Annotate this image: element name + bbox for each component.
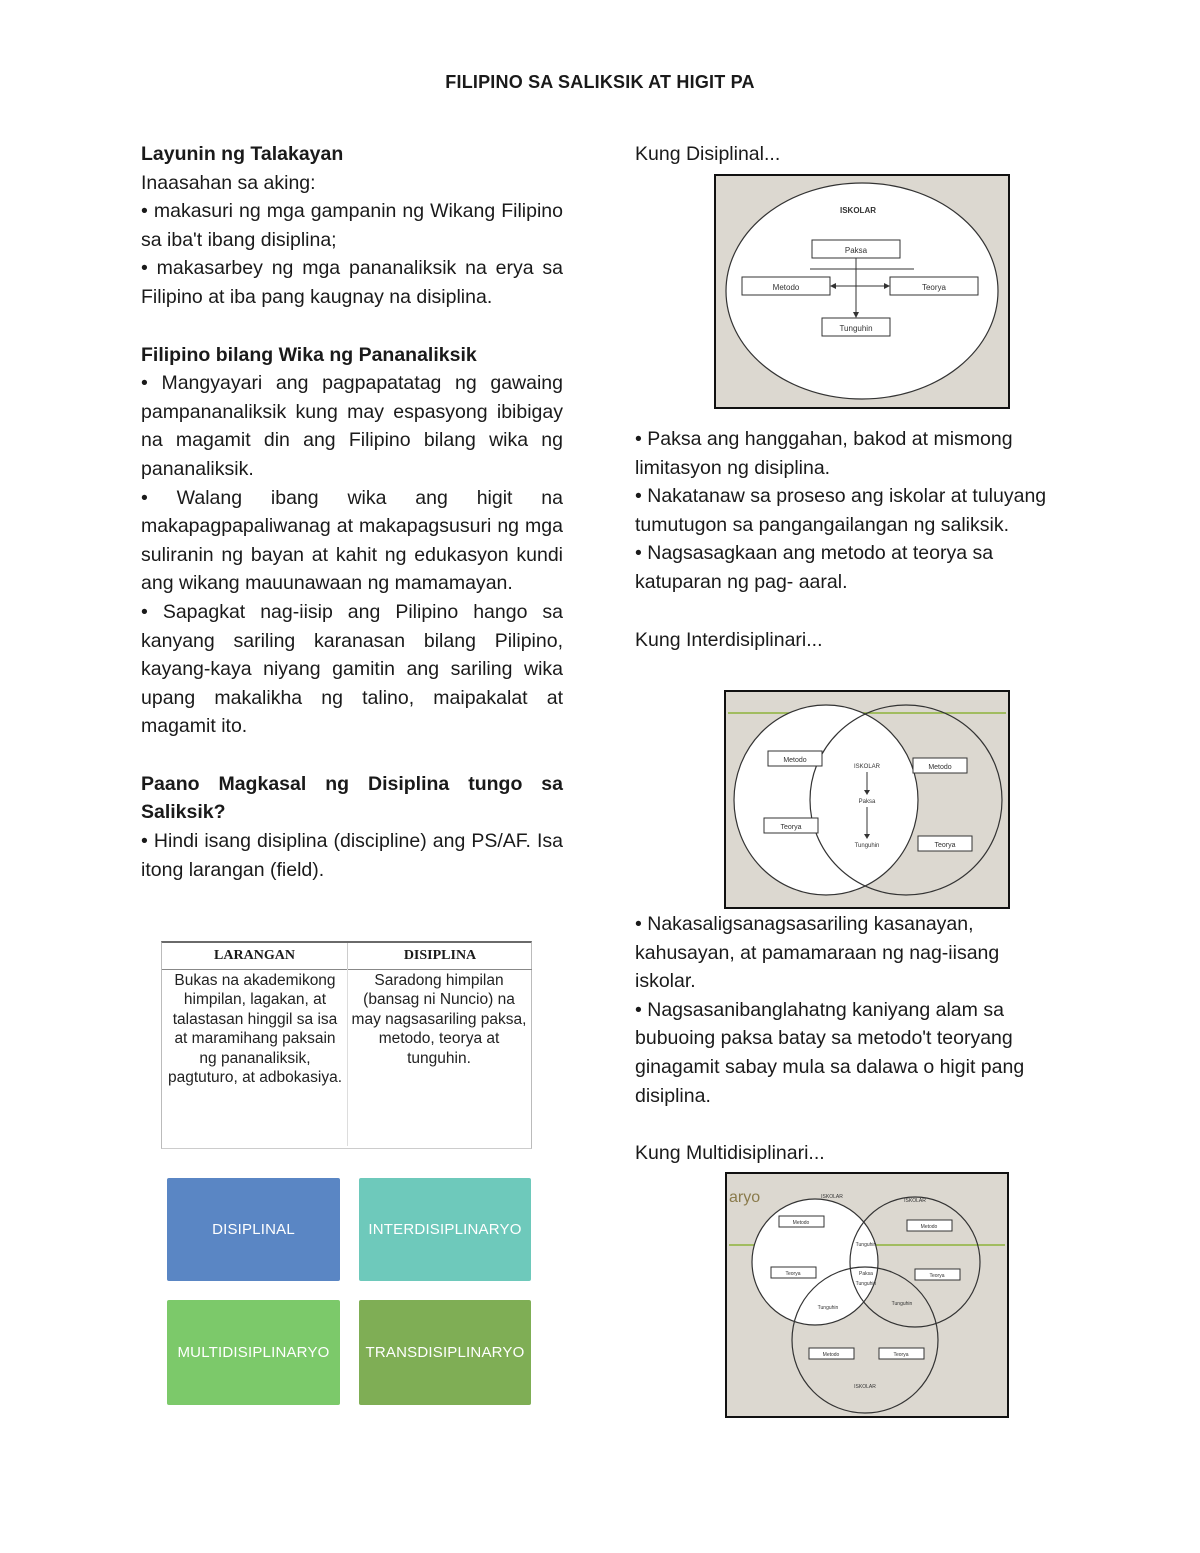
corner-label: aryo: [729, 1189, 761, 1206]
table-header-larangan: LARANGAN: [162, 943, 347, 970]
section-heading-paano: Paano Magkasal ng Disiplina tungo sa Saliksik?: [141, 772, 563, 824]
interdisiplinari-diagram: [724, 690, 1010, 914]
label-text: Kung Disiplinal...: [635, 143, 781, 165]
overlap-label-3: Tunguhin: [891, 1301, 913, 1307]
bullet-item: • Hindi isang disiplina (discipline) ang PS/AF. Isa itong larangan (field).: [141, 830, 563, 881]
table-header-disiplina: DISIPLINA: [347, 943, 532, 970]
overlap-label-2: Tunguhin: [817, 1305, 839, 1311]
method-label: Metodo: [772, 283, 800, 292]
venn-left-circle: [734, 705, 918, 895]
box-interdisiplinaryo: INTERDISIPLINARYO: [359, 1178, 531, 1281]
theory-label-1: Teorya: [785, 1271, 801, 1277]
scholar-label-1: ISKOLAR: [821, 1194, 843, 1200]
topic-label: Paksa: [858, 799, 876, 805]
kung-interdisiplinari-label: Kung Interdisiplinari...: [635, 628, 823, 651]
method-left-label: Metodo: [783, 757, 807, 764]
bullet-item: • makasuri ng mga gampanin ng Wikang Filipino sa iba't ibang disiplina;: [141, 200, 563, 251]
topic-label: Paksa: [844, 246, 868, 255]
table-cell: Saradong himpilan (bansag ni Nuncio) na may nagsasariling paksa, metodo, teorya at tunguhin.: [351, 972, 527, 1067]
method-right-label: Metodo: [928, 764, 952, 771]
bullet-item: • Nagsasanibanglahatng kaniyang alam sa bubuoing paksa batay sa metodo't teoryang ginagamit sabay mula sa dalawa o higit pang disiplina.: [635, 998, 1025, 1107]
goal-label: Tunguhin: [839, 324, 873, 333]
table-cell: Bukas na akademikong himpilan, lagakan, at talastasan hinggil sa isa at maramihang paksain ng pananaliksik, pagtuturo, at adbokasiya.: [167, 972, 343, 1087]
theory-right-label: Teorya: [934, 842, 956, 849]
document-title: FILIPINO SA SALIKSIK AT HIGIT PA: [445, 72, 755, 92]
scholar-label: ISKOLAR: [840, 206, 876, 215]
bullet-item: • Sapagkat nag-iisip ang Pilipino hango sa kanyang sariling karanasan bilang Pilipino, kayang-kaya niyang gamitin ang sariling wika upang makalikha ng talino, maipakalat at magamit ito.: [141, 600, 563, 738]
paragraph-intro: Inaasahan sa aking:: [141, 171, 316, 194]
box-transdisiplinaryo: TRANSDISIPLINARYO: [359, 1300, 531, 1405]
section-heading-wika: Filipino bilang Wika ng Pananaliksik: [141, 343, 477, 366]
kung-multidisiplinari-label: Kung Multidisiplinari...: [635, 1142, 825, 1165]
box-disiplinal: DISIPLINAL: [167, 1178, 340, 1281]
method-label-3: Metodo: [822, 1352, 840, 1358]
theory-label: Teorya: [921, 283, 947, 292]
bullet-item: • Paksa ang hanggahan, bakod at mismong limitasyon ng disiplina.: [635, 428, 1013, 479]
bullet-item: • Nagsasagkaan ang metodo at teorya sa katuparan ng pag- aaral.: [635, 542, 994, 593]
center-topic-label: Paksa: [859, 1271, 873, 1277]
goal-label: Tunguhin: [854, 843, 880, 849]
disiplinal-diagram: [714, 174, 1010, 414]
bullet-item: • Nakatanaw sa proseso ang iskolar at tuluyang tumutugon sa pangangailangan ng saliksik.: [635, 485, 1047, 536]
bullet-item: • Nakasaligsanagsasariling kasanayan, kahusayan, at pamamaraan ng nag-iisang iskolar.: [635, 913, 1000, 993]
method-label-2: Metodo: [920, 1224, 938, 1230]
theory-label-3: Teorya: [893, 1352, 909, 1358]
box-multidisiplinaryo: MULTIDISIPLINARYO: [167, 1300, 340, 1405]
bullet-item: • makasarbey ng mga pananaliksik na erya sa Filipino at iba pang kaugnay na disiplina.: [141, 257, 563, 308]
bullet-item: • Mangyayari ang pagpapatatag ng gawaing pampananaliksik kung may espasyong ibibigay na magamit din ang Filipino bilang wika ng pananaliksik.: [141, 372, 563, 480]
left-column: [141, 140, 563, 884]
theory-left-label: Teorya: [780, 824, 802, 831]
multidisiplinari-diagram: [725, 1172, 1009, 1423]
disiplinal-bullets: [635, 425, 1065, 654]
larangan-disiplina-table: [161, 941, 532, 1149]
bullet-item: • Walang ibang wika ang higit na makapagpapaliwanag at makapagsusuri ng mga suliranin ng bayan at kahit ng edukasyon kundi ang wikang mauunawaan ng mamamayan.: [141, 486, 563, 595]
kung-disiplinal-label: [635, 140, 1065, 169]
section-heading-layunin: Layunin ng Talakayan: [141, 143, 344, 165]
theory-label-2: Teorya: [929, 1273, 945, 1279]
center-goal-label: Tunguhin: [855, 1281, 877, 1287]
method-label-1: Metodo: [792, 1220, 810, 1226]
scholar-label-3: ISKOLAR: [854, 1384, 876, 1390]
scholar-label-2: ISKOLAR: [904, 1198, 926, 1204]
overlap-label-1: Tunguhin: [855, 1242, 877, 1248]
scholar-label: ISKOLAR: [853, 764, 881, 770]
interdisiplinari-bullets: [635, 910, 1065, 1168]
